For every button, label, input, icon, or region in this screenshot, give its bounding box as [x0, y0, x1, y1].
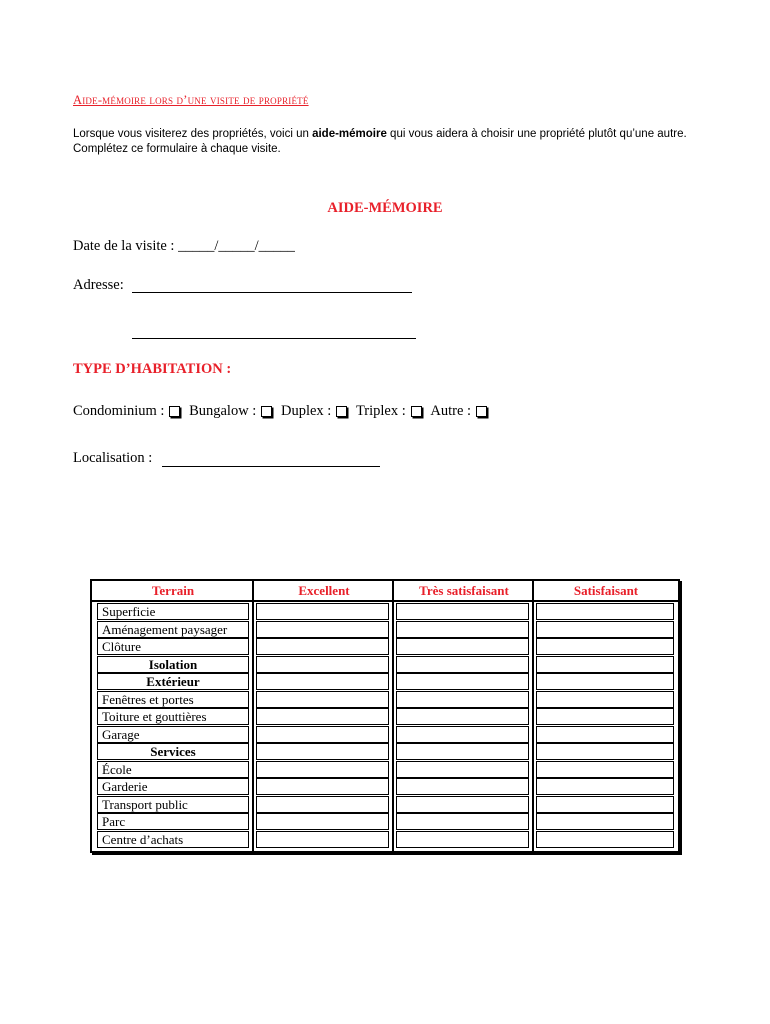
option-duplex	[281, 403, 352, 420]
rating-cell-excellent[interactable]	[256, 726, 389, 743]
rating-cell-satisfaisant[interactable]	[536, 813, 674, 830]
criterion-label: Fenêtres et portes	[97, 691, 249, 708]
intro-text-bold: aide-mémoire	[312, 128, 387, 140]
document-header: Aide-mémoire lors d’une visite de propriété	[73, 93, 309, 107]
rating-cell-satisfaisant[interactable]	[536, 831, 674, 848]
rating-cell-excellent[interactable]	[256, 743, 389, 760]
rating-cell-satisfaisant[interactable]	[536, 621, 674, 638]
rating-cell-excellent[interactable]	[256, 831, 389, 848]
criterion-label: Garage	[97, 726, 249, 743]
intro-text	[73, 127, 713, 157]
section-label: Services	[97, 743, 249, 760]
col-header-tres-satisfaisant: Très satisfaisant	[419, 583, 509, 598]
rating-cell-excellent[interactable]	[256, 603, 389, 620]
adresse-label: Adresse:	[73, 277, 124, 293]
rating-cell-tres-satisfaisant[interactable]	[396, 638, 529, 655]
criterion-label: Superficie	[97, 603, 249, 620]
localisation-line[interactable]	[162, 466, 380, 467]
criterion-label: Parc	[97, 813, 249, 830]
rating-cell-tres-satisfaisant[interactable]	[396, 621, 529, 638]
rating-cell-tres-satisfaisant[interactable]	[396, 778, 529, 795]
rating-cell-excellent[interactable]	[256, 638, 389, 655]
option-label: Condominium :	[73, 403, 165, 419]
rating-cell-tres-satisfaisant[interactable]	[396, 673, 529, 690]
rating-cell-satisfaisant[interactable]	[536, 673, 674, 690]
header-divider	[92, 600, 678, 602]
col-header-satisfaisant: Satisfaisant	[573, 583, 639, 598]
rating-cell-satisfaisant[interactable]	[536, 603, 674, 620]
rating-cell-tres-satisfaisant[interactable]	[396, 796, 529, 813]
section-label: Extérieur	[97, 673, 249, 690]
rating-cell-tres-satisfaisant[interactable]	[396, 761, 529, 778]
column-divider	[252, 581, 254, 851]
rating-cell-satisfaisant[interactable]	[536, 708, 674, 725]
rating-cell-tres-satisfaisant[interactable]	[396, 656, 529, 673]
checkbox-condominium[interactable]	[169, 406, 180, 417]
rating-cell-satisfaisant[interactable]	[536, 743, 674, 760]
option-triplex	[356, 403, 427, 420]
checkbox-bungalow[interactable]	[261, 406, 272, 417]
criterion-label: Transport public	[97, 796, 249, 813]
localisation-label: Localisation :	[73, 450, 153, 466]
rating-cell-excellent[interactable]	[256, 796, 389, 813]
rating-cell-excellent[interactable]	[256, 708, 389, 725]
rating-cell-excellent[interactable]	[256, 761, 389, 778]
rating-cell-excellent[interactable]	[256, 691, 389, 708]
rating-cell-tres-satisfaisant[interactable]	[396, 831, 529, 848]
rating-cell-satisfaisant[interactable]	[536, 726, 674, 743]
rating-cell-tres-satisfaisant[interactable]	[396, 603, 529, 620]
rating-cell-satisfaisant[interactable]	[536, 691, 674, 708]
criteria-column	[97, 603, 249, 848]
rating-cell-tres-satisfaisant[interactable]	[396, 813, 529, 830]
rating-cell-excellent[interactable]	[256, 621, 389, 638]
column-divider	[392, 581, 394, 851]
checkbox-duplex[interactable]	[336, 406, 347, 417]
option-label: Triplex :	[355, 403, 406, 419]
criterion-label: Toiture et gouttières	[97, 708, 249, 725]
rating-cell-satisfaisant[interactable]	[536, 796, 674, 813]
option-condominium	[73, 403, 185, 420]
rating-cell-excellent[interactable]	[256, 673, 389, 690]
option-label: Autre :	[430, 403, 472, 419]
rating-cell-excellent[interactable]	[256, 813, 389, 830]
tres-satisfaisant-column	[396, 603, 529, 848]
criterion-label: École	[97, 761, 249, 778]
option-label: Duplex :	[280, 403, 332, 419]
rating-cell-excellent[interactable]	[256, 656, 389, 673]
rating-cell-tres-satisfaisant[interactable]	[396, 708, 529, 725]
rating-cell-satisfaisant[interactable]	[536, 656, 674, 673]
excellent-column	[256, 603, 389, 848]
option-bungalow	[189, 403, 277, 420]
evaluation-table	[90, 579, 680, 853]
rating-cell-tres-satisfaisant[interactable]	[396, 743, 529, 760]
date-field[interactable]: Date de la visite : _____/_____/_____	[73, 238, 295, 254]
intro-text-start: Lorsque vous visiterez des propriétés, voici un	[73, 128, 313, 140]
column-divider	[532, 581, 534, 851]
rating-cell-tres-satisfaisant[interactable]	[396, 691, 529, 708]
criterion-label: Garderie	[97, 778, 249, 795]
criterion-label: Centre d’achats	[97, 831, 249, 848]
rating-cell-tres-satisfaisant[interactable]	[396, 726, 529, 743]
type-options	[73, 403, 492, 420]
rating-cell-satisfaisant[interactable]	[536, 638, 674, 655]
col-header-excellent: Excellent	[298, 583, 350, 598]
checkbox-triplex[interactable]	[411, 406, 422, 417]
adresse-line-1[interactable]	[132, 292, 412, 293]
criterion-label: Clôture	[97, 638, 249, 655]
section-label: Isolation	[97, 656, 249, 673]
type-habitation-title: TYPE D’HABITATION :	[73, 361, 232, 377]
col-header-terrain: Terrain	[151, 583, 195, 598]
rating-cell-satisfaisant[interactable]	[536, 778, 674, 795]
option-autre	[430, 403, 492, 420]
form-title: AIDE-MÉMOIRE	[327, 200, 443, 216]
option-label: Bungalow :	[189, 403, 257, 419]
adresse-line-2[interactable]	[132, 338, 416, 339]
intro-text-end: qui vous aidera à choisir une propriété plutôt qu’une autre. Complétez ce formulaire à chaque visite.	[73, 128, 687, 155]
satisfaisant-column	[536, 603, 674, 848]
rating-cell-excellent[interactable]	[256, 778, 389, 795]
rating-cell-satisfaisant[interactable]	[536, 761, 674, 778]
criterion-label: Aménagement paysager	[97, 621, 249, 638]
checkbox-autre[interactable]	[476, 406, 487, 417]
